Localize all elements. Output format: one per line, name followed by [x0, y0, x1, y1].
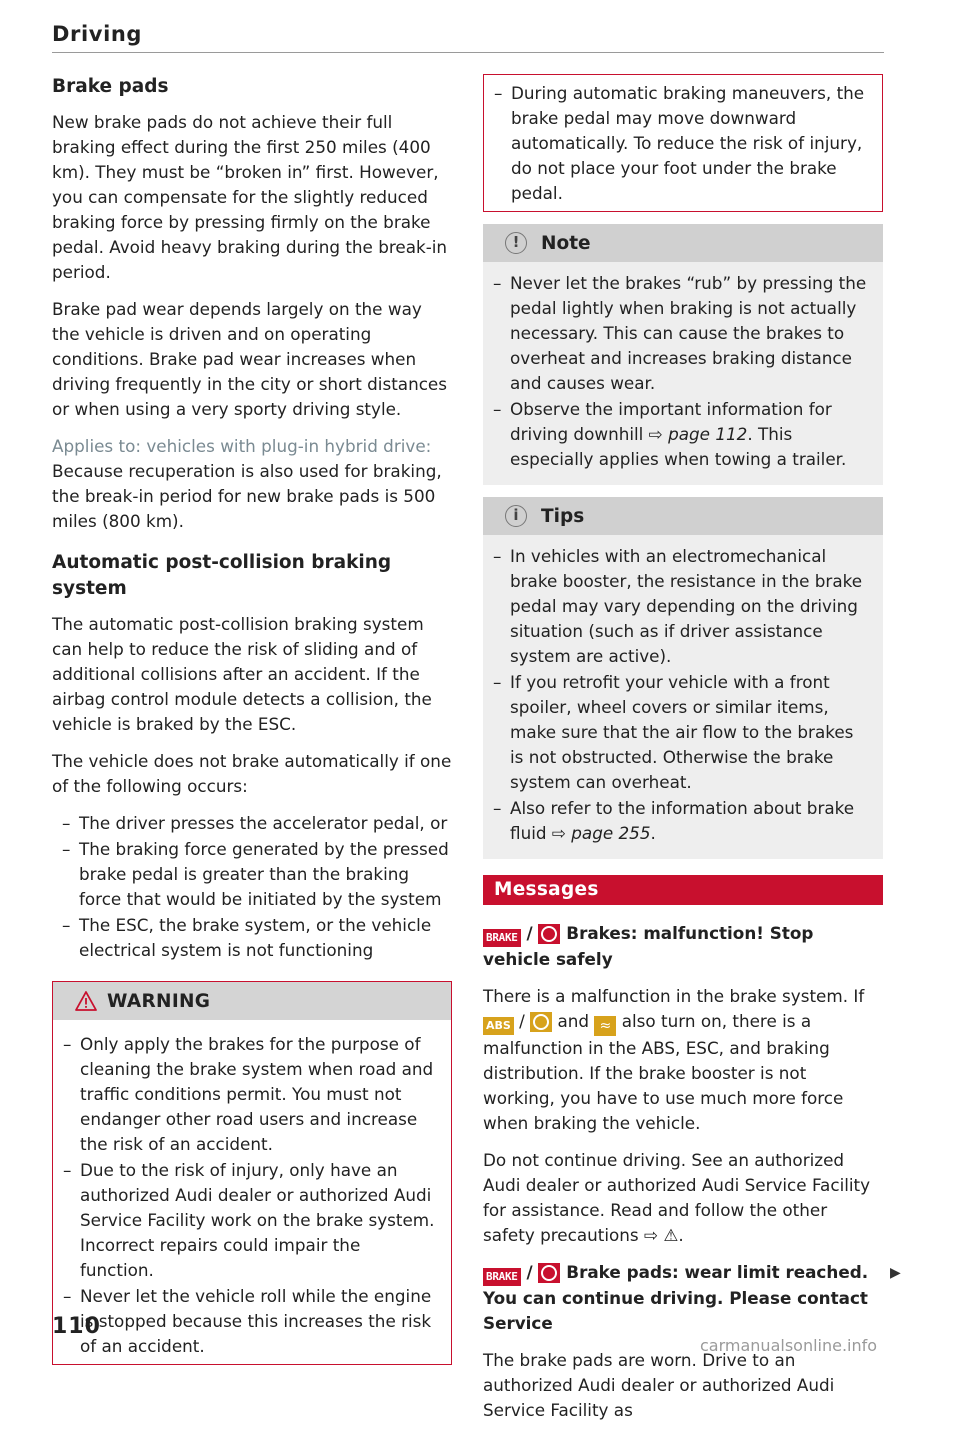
continue-arrow-icon: ▶ [890, 1265, 901, 1281]
brake-malfunction-paragraph-1: There is a malfunction in the brake system. If ABS / and ≈ also turn on, there is a malfunction in the ABS, ESC, and braking distribution. If the brake booster is not working, you have to use much more force when braking the vehicle. [483, 986, 865, 1133]
watermark: carmanualsonline.info [700, 1336, 878, 1355]
note-body [483, 262, 883, 485]
abs-icon: ABS [483, 1017, 514, 1035]
list-item: – Due to the risk of injury, only have an authorized Audi dealer or authorized Audi Service Facility work on the brake system. Incorrect repairs could impair the function. [53, 1158, 439, 1283]
note-title: Note [541, 232, 591, 254]
plug-in-hybrid-paragraph [52, 434, 452, 534]
warning-title: WARNING [107, 990, 211, 1012]
header-divider [52, 52, 884, 53]
brake-pads-paragraph-2: Brake pad wear depends largely on the way the vehicle is driven and on operating conditions. Brake pad wear increases when driving frequently in the city or short distances or when using a very sporty driving style. [52, 299, 447, 419]
info-icon: i [505, 505, 527, 527]
list-item: – The driver presses the accelerator pedal, or [52, 811, 452, 836]
exclamation-icon: ! [505, 232, 527, 254]
esc-icon: ≈ [594, 1016, 616, 1036]
list-item: – If you retrofit your vehicle with a front spoiler, wheel covers or similar items, make sure that the air flow to the brakes is not obstructed. Otherwise the brake system can overheat. [483, 670, 871, 795]
list-item: – Observe the important information for driving downhill ⇨ page 112. This especially applies when towing a trailer. [483, 397, 871, 472]
list-item: – The braking force generated by the pressed brake pedal is greater than the braking force that would be initiated by the system [52, 837, 452, 912]
warning-box [52, 981, 452, 1365]
brake-circle-icon [538, 1263, 560, 1283]
warning-header [53, 982, 451, 1020]
brake-pads-paragraph-1: New brake pads do not achieve their full braking effect during the first 250 miles (400 km). They must be “broken in” first. However, you can compensate for the slightly reduced braking force by pressing firmly on the brake pedal. Avoid heavy braking during the break-in period. [52, 112, 448, 282]
brake-pads-wear-paragraph: The brake pads are worn. Drive to an authorized Audi dealer or authorized Audi Service Facility as [483, 1350, 835, 1420]
page-reference-link[interactable]: ⇨ page 255 [551, 823, 651, 843]
list-item: – In vehicles with an electromechanical brake booster, the resistance in the brake pedal may vary depending on the driving situation (such as if driver assistance system are active). [483, 544, 871, 669]
tips-title: Tips [541, 505, 585, 527]
warning-continuation-box [483, 74, 883, 212]
brake-pads-wear-heading: BRAKE / Brake pads: wear limit reached. You can continue driving. Please contact Service [483, 1262, 869, 1333]
warning-triangle-icon [75, 991, 97, 1011]
abs-circle-icon [530, 1012, 552, 1032]
section-title: Driving [52, 22, 143, 46]
brake-malfunction-paragraph-2: Do not continue driving. See an authorized Audi dealer or authorized Audi Service Facility for assistance. Read and follow the other safety precautions ⇨ ⚠. [483, 1150, 871, 1245]
right-column [483, 74, 883, 1435]
page-number: 110 [52, 1314, 101, 1339]
auto-braking-heading: Automatic post-collision braking system [52, 552, 392, 599]
list-item: – Also refer to the information about brake fluid ⇨ page 255. [483, 796, 871, 846]
brake-warning-icon: BRAKE [483, 1268, 521, 1286]
messages-section-bar: Messages [483, 875, 883, 905]
brake-malfunction-heading: BRAKE / Brakes: malfunction! Stop vehicle safely [483, 923, 814, 969]
warning-body [53, 1020, 451, 1364]
note-box [483, 224, 883, 485]
plug-in-hybrid-text: Because recuperation is also used for braking, the break-in period for new brake pads is 500 miles (800 km). [52, 461, 442, 531]
no-brake-intro: The vehicle does not brake automatically if one of the following occurs: [52, 751, 452, 796]
brake-circle-icon [538, 924, 560, 944]
applies-to-label: Applies to: vehicles with plug-in hybrid drive: [52, 436, 432, 456]
note-header [483, 224, 883, 262]
brake-warning-icon: BRAKE [483, 929, 521, 947]
list-item: – During automatic braking maneuvers, the brake pedal may move downward automatically. To reduce the risk of injury, do not place your foot under the brake pedal. [484, 81, 870, 206]
tips-body [483, 535, 883, 859]
tips-header [483, 497, 883, 535]
tips-box [483, 497, 883, 859]
list-item: – Only apply the brakes for the purpose of cleaning the brake system when road and traffic conditions permit. You must not endanger other road users and increase the risk of an accident. [53, 1032, 439, 1157]
auto-braking-paragraph: The automatic post-collision braking system can help to reduce the risk of sliding and of additional collisions after an accident. If the airbag control module detects a collision, the vehicle is braked by the ESC. [52, 614, 432, 734]
list-item: – Never let the brakes “rub” by pressing the pedal lightly when braking is not actually necessary. This can cause the brakes to overheat and increases braking distance and causes wear. [483, 271, 871, 396]
brake-pads-heading: Brake pads [52, 76, 169, 97]
list-item: – Never let the vehicle roll while the engine is stopped because this increases the risk of an accident. [53, 1284, 439, 1359]
no-brake-conditions-list [52, 811, 452, 963]
page-reference-link[interactable]: ⇨ page 112 [648, 424, 748, 444]
left-column [52, 74, 452, 1365]
list-item: – The ESC, the brake system, or the vehicle electrical system is not functioning [52, 913, 452, 963]
